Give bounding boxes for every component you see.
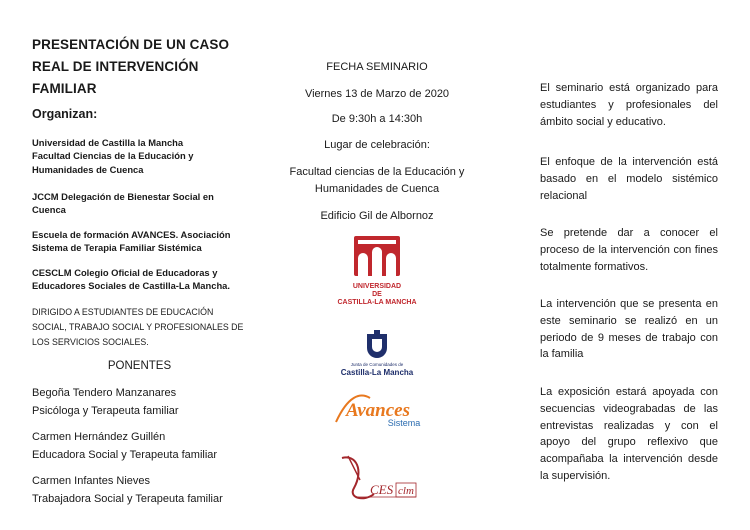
uclm-logo-text: CASTILLA-LA MANCHA bbox=[337, 299, 417, 306]
jccm-logo-text: Junta de Comunidades de bbox=[350, 362, 404, 367]
venue-line: Humanidades de Cuenca bbox=[314, 183, 440, 195]
avances-logo-subtext: Sistema bbox=[387, 418, 421, 428]
title-line: PRESENTACIÓN DE UN CASO bbox=[32, 37, 230, 52]
organizer-cesclm bbox=[32, 266, 230, 293]
title-line: REAL DE INTERVENCIÓN bbox=[32, 59, 199, 74]
event-date: Viernes 13 de Marzo de 2020 bbox=[304, 88, 450, 100]
speaker-3 bbox=[32, 473, 223, 508]
organizer-uclm bbox=[32, 136, 194, 176]
info-paragraph: El seminario está organizado para estudiantes y profesionales del ámbito social y educativo. bbox=[540, 82, 718, 128]
cesclm-logo-subtext: clm bbox=[398, 485, 414, 497]
organizer-line: CESCLM Colegio Oficial de Educadoras y bbox=[32, 267, 218, 278]
organizer-line: Educadores Sociales de Castilla-La Mancha. bbox=[32, 280, 230, 292]
speaker-2 bbox=[32, 429, 217, 464]
lugar-heading: Lugar de celebración: bbox=[324, 139, 430, 151]
info-paragraph: El enfoque de la intervención está basado en el modelo sistémico relacional bbox=[540, 156, 718, 202]
organizer-jccm bbox=[32, 190, 214, 217]
uclm-logo-text: UNIVERSIDAD bbox=[352, 283, 402, 290]
speaker-1 bbox=[32, 385, 179, 420]
speaker-role: Trabajadora Social y Terapeuta familiar bbox=[32, 492, 223, 505]
uclm-logo-text: DE bbox=[372, 291, 382, 298]
title-line: FAMILIAR bbox=[32, 81, 97, 96]
organizer-line: JCCM Delegación de Bienestar Social en bbox=[32, 191, 214, 202]
venue-line: Facultad ciencias de la Educación y bbox=[289, 166, 465, 178]
avances-logo-text: Avances bbox=[345, 400, 411, 421]
brochure-title bbox=[32, 34, 229, 100]
building-name: Edificio Gil de Albornoz bbox=[320, 210, 434, 222]
organizan-heading: Organizan: bbox=[32, 107, 98, 121]
audience-note bbox=[32, 305, 243, 349]
info-paragraph: La exposición estará apoyada con secuencias videograbadas de las entrevistas realizadas y con el apoyo del grupo reflexivo que acompañaba la intervención desde la supervisión. bbox=[540, 386, 718, 482]
jccm-logo bbox=[332, 330, 422, 380]
info-paragraph: Se pretende dar a conocer el proceso de la intervención con fines totalmente formativos. bbox=[540, 227, 718, 273]
ponentes-heading: PONENTES bbox=[107, 360, 172, 372]
audience-line: LOS SERVICIOS SOCIALES. bbox=[32, 336, 149, 347]
cesclm-logo-text: CES bbox=[370, 482, 394, 497]
audience-line: SOCIAL, TRABAJO SOCIAL Y PROFESIONALES DE bbox=[32, 321, 244, 332]
audience-line: DIRIGIDO A ESTUDIANTES DE EDUCACIÓN bbox=[32, 307, 214, 317]
avances-logo bbox=[330, 392, 424, 432]
cesclm-logo bbox=[334, 450, 420, 510]
organizer-line: Sistema de Terapia Familiar Sistémica bbox=[32, 242, 202, 254]
speaker-name: Carmen Hernández Guillén bbox=[32, 431, 166, 443]
organizer-line: Cuenca bbox=[32, 204, 66, 216]
speaker-role: Educadora Social y Terapeuta familiar bbox=[32, 448, 218, 461]
organizer-avances bbox=[32, 228, 231, 255]
speaker-role: Psicóloga y Terapeuta familiar bbox=[32, 404, 179, 417]
event-time: De 9:30h a 14:30h bbox=[331, 113, 423, 125]
organizer-line: Universidad de Castilla la Mancha bbox=[32, 137, 184, 148]
jccm-logo-text: Castilla-La Mancha bbox=[340, 368, 414, 377]
speaker-name: Begoña Tendero Manzanares bbox=[32, 387, 177, 399]
speaker-name: Carmen Infantes Nieves bbox=[32, 475, 150, 487]
uclm-logo bbox=[332, 232, 422, 318]
info-paragraph: La intervención que se presenta en este seminario se realizó en un periodo de 9 meses de trabajo con la familia bbox=[540, 298, 718, 361]
organizer-line: Escuela de formación AVANCES. Asociación bbox=[32, 229, 231, 240]
fecha-heading: FECHA SEMINARIO bbox=[326, 61, 428, 73]
organizer-line: Facultad Ciencias de la Educación y bbox=[32, 150, 194, 162]
organizer-line: Humanidades de Cuenca bbox=[32, 163, 144, 175]
